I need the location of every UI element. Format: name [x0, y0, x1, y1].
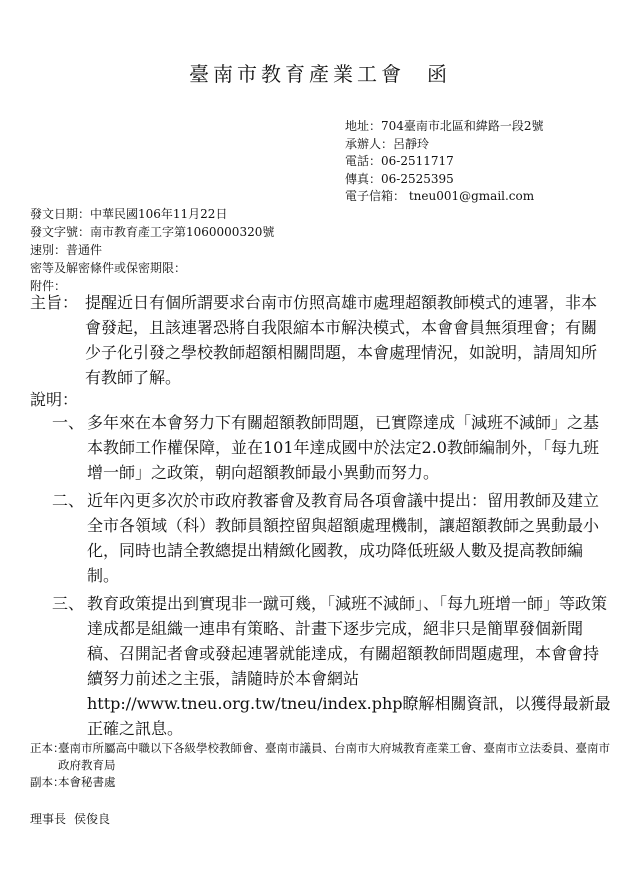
signer-title: 理事長 — [30, 812, 67, 826]
explanation-list — [52, 410, 612, 744]
copy-recipients: 本會秘書處 — [58, 775, 116, 789]
explanation-item — [52, 410, 612, 485]
document-header — [0, 58, 640, 87]
item-text: 教育政策提出到實現非一蹴可幾，「減班不減師」、「每九班增一師」等政策達成都是組織一連串有策略、計畫下逐步完成，絕非只是簡單發個新聞稿、召開記者會或發起連署就能達成，有關超額教師問題處理，本會會持續努力前述之主張，請隨時於本會網站http://www.tneu.org.tw/tneu/index.php瞭解相關資訊，以獲得最新最正確之訊息。 — [87, 594, 611, 738]
attachment: 附件： — [30, 279, 67, 293]
subject-label: 主旨： — [30, 293, 79, 312]
issue-date: 發文日期：中華民國106年11月22日 — [30, 207, 228, 221]
subject-text: 提醒近日有個所謂要求台南市仿照高雄市處理超額教師模式的連署，非本會發起，且該連署恐將自我限縮本市解決模式，本會會員無須理會；有關少子化引發之學校教師超額相關問題，本會處理情況，如說明，請周知所有教師了解。 — [85, 293, 598, 387]
item-text: 近年內更多次於市政府教審會及教育局各項會議中提出：留用教師及建立全市各領域（科）教師員額控留與超額處理機制，讓超額教師之異動最小化，同時也請全教總提出精緻化國教，成功降低班級人數及提高教師編制。 — [87, 491, 600, 585]
copy-row — [30, 774, 620, 791]
copy-label: 副本： — [30, 775, 65, 789]
document-meta — [30, 205, 274, 295]
item-number: 二、 — [52, 491, 85, 510]
contact-fax: 傳真：06-2525395 — [345, 171, 454, 186]
contact-email: 電子信箱： tneu001@gmail.com — [345, 189, 535, 203]
explanation-item — [52, 591, 612, 741]
signature-block — [30, 810, 110, 827]
explanation-label: 說明： — [30, 390, 79, 409]
cc-row — [30, 740, 620, 774]
contact-address: 地址：704臺南市北區和緯路一段2號 — [345, 119, 544, 133]
item-text: 多年來在本會努力下有關超額教師問題，已實際達成「減班不減師」之基本教師工作權保障，並在101年達成國中於法定2.0教師編制外，「每九班增一師」之政策，朝向超額教師最小異動而努力。 — [87, 413, 600, 482]
distribution-block — [30, 740, 620, 791]
contact-phone: 電話：06-2511717 — [345, 154, 454, 168]
org-name: 臺南市教育產業工會 — [189, 62, 405, 86]
signer-name: 侯俊良 — [74, 812, 111, 826]
cc-label: 正本： — [30, 741, 65, 755]
document-number: 發文字號：南市教育產工字第1060000320號 — [30, 225, 275, 239]
cc-recipients: 臺南市所屬高中職以下各級學校教師會、臺南市議員、台南市大府城教育產業工會、臺南市立法委員、臺南市政府教育局 — [58, 741, 610, 772]
item-number: 一、 — [52, 413, 85, 432]
security-level: 密等及解密條件或保密期限： — [30, 261, 187, 275]
explanation-item — [52, 488, 612, 588]
doc-kind: 函 — [427, 62, 451, 86]
delivery-speed: 速別：普通件 — [30, 243, 103, 257]
contact-person: 承辦人：呂靜玲 — [345, 136, 430, 151]
contact-block — [345, 118, 544, 206]
item-number: 三、 — [52, 594, 85, 613]
